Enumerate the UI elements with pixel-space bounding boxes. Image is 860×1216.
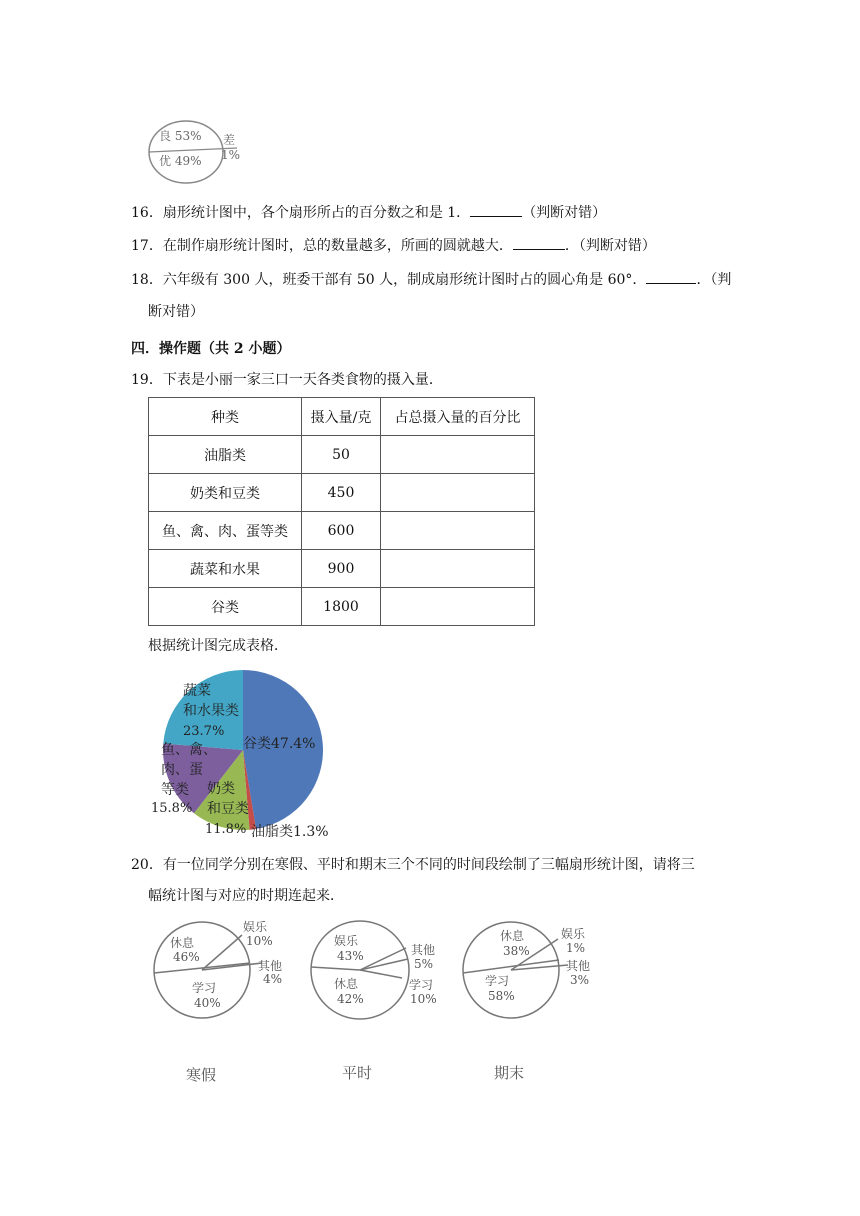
cell-amount: 450 (302, 474, 381, 512)
cell-amount: 900 (302, 550, 381, 588)
question-suffix: ．（判 (696, 272, 732, 288)
label-grain: 谷类47.4% (243, 736, 316, 752)
food-pie-chart (148, 662, 348, 842)
top-label-excellent: 优 49% (159, 154, 202, 168)
c2-label-other: 其他 (411, 943, 436, 957)
header-amount: 摄入量/克 (302, 398, 381, 436)
table-row (149, 436, 535, 474)
cell-kind: 油脂类 (149, 436, 302, 474)
cell-amount: 50 (302, 436, 381, 474)
question-19-intro: 19．下表是小丽一家三口一天各类食物的摄入量． (131, 372, 443, 388)
top-pie-chart (145, 118, 255, 186)
cell-percent-input[interactable] (381, 512, 535, 550)
cell-percent-input[interactable] (381, 588, 535, 626)
c1-pct-study: 40% (194, 996, 221, 1010)
header-percent: 占总摄入量的百分比 (381, 398, 535, 436)
label-dairy-pct: 11.8% (205, 822, 247, 837)
question-text: 六年级有 300 人，班委干部有 50 人，制成扇形统计图时占的圆心角是 60°． (162, 272, 647, 288)
question-18-continuation: 断对错） (148, 304, 204, 320)
c1-pct-other: 4% (263, 972, 283, 986)
c1-pct-rest: 46% (173, 950, 200, 964)
cell-kind: 蔬菜和水果 (149, 550, 302, 588)
label-veg-1: 蔬菜 (183, 683, 211, 699)
label-dairy-1: 奶类 (207, 781, 235, 797)
c2-pct-other: 5% (414, 957, 434, 971)
c3-pct-study: 58% (488, 989, 515, 1003)
label-meat-2: 肉、蛋 (161, 762, 203, 778)
table-row (149, 512, 535, 550)
header-kind: 种类 (149, 398, 302, 436)
c3-pct-other: 3% (570, 973, 590, 987)
section-heading: 四．操作题（共 2 小题） (131, 341, 291, 357)
question-suffix: ．（判断对错） (564, 238, 656, 254)
answer-blank[interactable] (470, 202, 522, 217)
cell-kind: 鱼、禽、肉、蛋等类 (149, 512, 302, 550)
label-veg-pct: 23.7% (183, 724, 225, 739)
c3-pct-fun: 1% (566, 941, 586, 955)
question-number: 18． (131, 272, 163, 288)
cell-percent-input[interactable] (381, 436, 535, 474)
question-number: 17． (131, 238, 163, 254)
period-winter-break[interactable]: 寒假 (186, 1066, 217, 1084)
table-row (149, 588, 535, 626)
cell-amount: 1800 (302, 588, 381, 626)
c3-label-other: 其他 (566, 959, 591, 973)
cell-amount: 600 (302, 512, 381, 550)
c2-label-study: 学习 (409, 978, 434, 992)
answer-blank[interactable] (646, 269, 696, 284)
question-20-line1: 20．有一位同学分别在寒假、平时和期末三个不同的时间段绘制了三幅扇形统计图，请将三 (131, 857, 695, 873)
question-16 (131, 202, 606, 223)
cell-kind: 谷类 (149, 588, 302, 626)
c2-pct-rest: 42% (337, 992, 364, 1006)
question-suffix: （判断对错） (522, 205, 607, 221)
question-text: 扇形统计图中，各个扇形所占的百分数之和是 1． (162, 205, 471, 221)
answer-blank[interactable] (513, 235, 565, 250)
c3-label-study: 学习 (485, 974, 510, 988)
c1-label-other: 其他 (258, 959, 283, 973)
c1-label-fun: 娱乐 (243, 920, 268, 934)
top-label-poor-pct: 1% (221, 148, 241, 162)
label-meat-3: 等类 (161, 782, 189, 798)
table-row (149, 474, 535, 512)
top-label-poor: 差 (223, 133, 236, 147)
question-20-line2: 幅统计图与对应的时期连起来． (148, 888, 344, 904)
question-number: 16． (131, 205, 163, 221)
cell-percent-input[interactable] (381, 550, 535, 588)
c1-pct-fun: 10% (246, 934, 273, 948)
c3-label-rest: 休息 (500, 929, 525, 943)
question-17 (131, 235, 656, 256)
question-text: 在制作扇形统计图时，总的数量越多，所画的圆就越大． (162, 238, 513, 254)
c2-pct-fun: 43% (337, 949, 364, 963)
question-18 (131, 269, 731, 290)
c2-label-fun: 娱乐 (334, 934, 359, 948)
period-final-exam[interactable]: 期末 (494, 1064, 525, 1082)
top-label-good: 良 53% (159, 129, 202, 143)
label-dairy-2: 和豆类 (207, 801, 249, 817)
cell-percent-input[interactable] (381, 474, 535, 512)
question-19-note: 根据统计图完成表格． (148, 638, 288, 654)
c1-label-rest: 休息 (170, 936, 195, 950)
c2-label-rest: 休息 (334, 977, 359, 991)
c2-pct-study: 10% (410, 992, 437, 1006)
c3-label-fun: 娱乐 (561, 927, 586, 941)
food-intake-table (148, 397, 535, 626)
label-meat-1: 鱼、禽、 (161, 742, 217, 758)
period-regular[interactable]: 平时 (342, 1064, 373, 1082)
label-oil: 油脂类1.3% (251, 824, 329, 840)
c1-label-study: 学习 (192, 981, 217, 995)
cell-kind: 奶类和豆类 (149, 474, 302, 512)
table-header-row (149, 398, 535, 436)
c3-pct-rest: 38% (503, 944, 530, 958)
table-row (149, 550, 535, 588)
label-veg-2: 和水果类 (183, 703, 239, 719)
label-meat-pct: 15.8% (151, 801, 193, 816)
period-pie-charts (148, 915, 603, 1090)
